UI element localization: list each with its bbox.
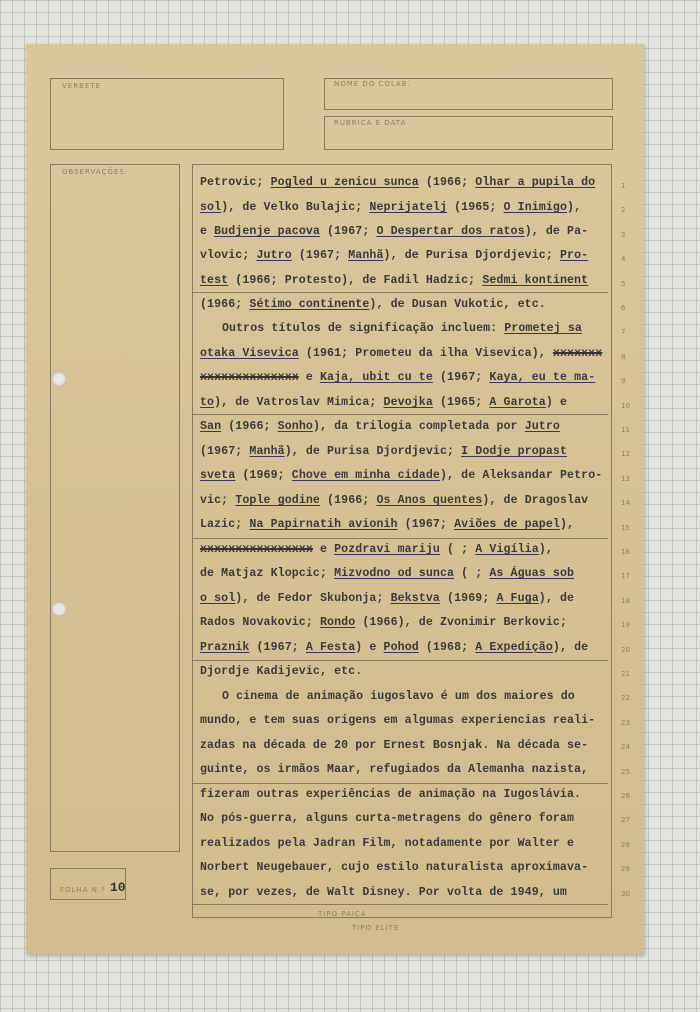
- line-number: 27: [621, 816, 630, 825]
- nome-colab-label: NOME DO COLAB.: [334, 80, 411, 88]
- text-line: Praznik (1967; A Festa) e Pohod (1968; A Expedição), de: [200, 641, 589, 654]
- text-line: mundo, e tem suas origens em algumas experiencias reali-: [200, 714, 596, 727]
- line-number: 8: [621, 352, 626, 361]
- text-line: zadas na década de 20 por Ernest Bosnjak. Na década se-: [200, 739, 589, 752]
- line-number: 20: [621, 645, 630, 654]
- observacoes-label: OBSERVAÇÕES:: [62, 168, 129, 176]
- text-line: vlovic; Jutro (1967; Manhã), de Purisa Djordjevic; Pro-: [200, 249, 589, 262]
- text-line: Lazic; Na Papirnatih avionih (1967; Aviões de papel),: [200, 518, 575, 531]
- line-number: 25: [621, 767, 630, 776]
- text-line: O cinema de animação iugoslavo é um dos maiores do: [222, 690, 575, 703]
- text-line: (1966; Sétimo continente), de Dusan Vukotic, etc.: [200, 298, 546, 311]
- observacoes-box: [50, 164, 180, 852]
- line-number: 15: [621, 523, 630, 532]
- text-line: Petrovic; Pogled u zenicu sunca (1966; Olhar a pupila do: [200, 176, 596, 189]
- line-number: 2: [621, 206, 626, 215]
- text-line: e Budjenje pacova (1967; O Despertar dos ratos), de Pa-: [200, 225, 589, 238]
- folha-label: FOLHA N.º: [60, 886, 106, 894]
- folha-number: 10: [110, 880, 126, 895]
- line-number: 21: [621, 670, 630, 678]
- line-number: 26: [621, 792, 630, 800]
- line-number: 28: [621, 840, 630, 849]
- ruler-line: [193, 414, 608, 415]
- line-number: 14: [621, 499, 630, 508]
- line-number: 9: [621, 377, 626, 386]
- text-line: test (1966; Protesto), de Fadil Hadzic; Sedmi kontinent: [200, 274, 589, 287]
- line-number: 23: [621, 718, 630, 727]
- text-line: Outros títulos de significação incluem: Prometej sa: [222, 322, 582, 335]
- text-line: to), de Vatroslav Mimica; Devojka (1965; A Garota) e: [200, 396, 568, 409]
- line-number: 4: [621, 255, 626, 264]
- line-number: 16: [621, 548, 630, 556]
- line-number: 1: [621, 182, 626, 190]
- line-number: 7: [621, 328, 626, 337]
- text-line: sol), de Velko Bulajic; Neprijatelj (1965; O Inimigo),: [200, 201, 582, 214]
- text-line: Norbert Neugebauer, cujo estilo naturalista aproximava-: [200, 861, 589, 874]
- text-line: fizeram outras experiências de animação na Iugoslávia.: [200, 788, 582, 801]
- text-line: de Matjaz Klopcic; Mizvodno od sunca ( ; As Águas sob: [200, 567, 575, 580]
- text-line: guinte, os irmãos Maar, refugiados da Alemanha nazista,: [200, 763, 589, 776]
- line-number: 13: [621, 474, 630, 483]
- line-number: 22: [621, 694, 630, 703]
- line-number: 29: [621, 865, 630, 874]
- tipo-paica-label: TIPO PAICA: [318, 910, 367, 918]
- line-number: 24: [621, 743, 630, 752]
- text-line: (1967; Manhã), de Purisa Djordjevic; I Dodje propast: [200, 445, 568, 458]
- line-number: 12: [621, 450, 630, 459]
- tipo-elite-label: TIPO ELITE: [352, 924, 400, 932]
- ruler-line: [193, 660, 608, 661]
- line-number: 10: [621, 401, 630, 410]
- text-line: vic; Tople godine (1966; Os Anos quentes), de Dragoslav: [200, 494, 589, 507]
- text-line: se, por vezes, de Walt Disney. Por volta de 1949, um: [200, 886, 567, 899]
- line-number: 5: [621, 279, 626, 288]
- punch-hole: [52, 602, 66, 616]
- text-line: sveta (1969; Chove em minha cidade), de Aleksandar Petro-: [200, 469, 603, 482]
- line-number: 11: [621, 426, 630, 434]
- line-number: 19: [621, 621, 630, 630]
- verbete-label: VERBETE: [62, 82, 101, 90]
- text-line: Rados Novakovic; Rondo (1966), de Zvonimir Berkovic;: [200, 616, 568, 629]
- rubrica-label: RUBRICA E DATA: [334, 119, 407, 127]
- line-number: 18: [621, 596, 630, 605]
- ruler-line: [193, 904, 608, 905]
- line-number: 30: [621, 889, 630, 898]
- ruler-line: [193, 783, 608, 784]
- text-line: realizados pela Jadran Film, notadamente por Walter e: [200, 837, 575, 850]
- line-number: 3: [621, 230, 626, 239]
- text-line: No pós-guerra, alguns curta-metragens do gênero foram: [200, 812, 575, 825]
- ruler-line: [193, 538, 608, 539]
- text-line: o sol), de Fedor Skubonja; Bekstva (1969; A Fuga), de: [200, 592, 575, 605]
- ruler-line: [193, 292, 608, 293]
- text-line: xxxxxxxxxxxxxx e Kaja, ubit cu te (1967; Kaya, eu te ma-: [200, 371, 596, 384]
- text-line: otaka Visevica (1961; Prometeu da ilha Visevica), xxxxxxx: [200, 347, 603, 360]
- line-number: 6: [621, 304, 626, 312]
- line-number: 17: [621, 572, 630, 581]
- text-line: San (1966; Sonho), da trilogia completada por Jutro: [200, 420, 560, 433]
- punch-hole: [52, 372, 66, 386]
- text-line: xxxxxxxxxxxxxxxx e Pozdravi mariju ( ; A Vigília),: [200, 543, 553, 556]
- text-line: Djordje Kadijevic, etc.: [200, 665, 363, 678]
